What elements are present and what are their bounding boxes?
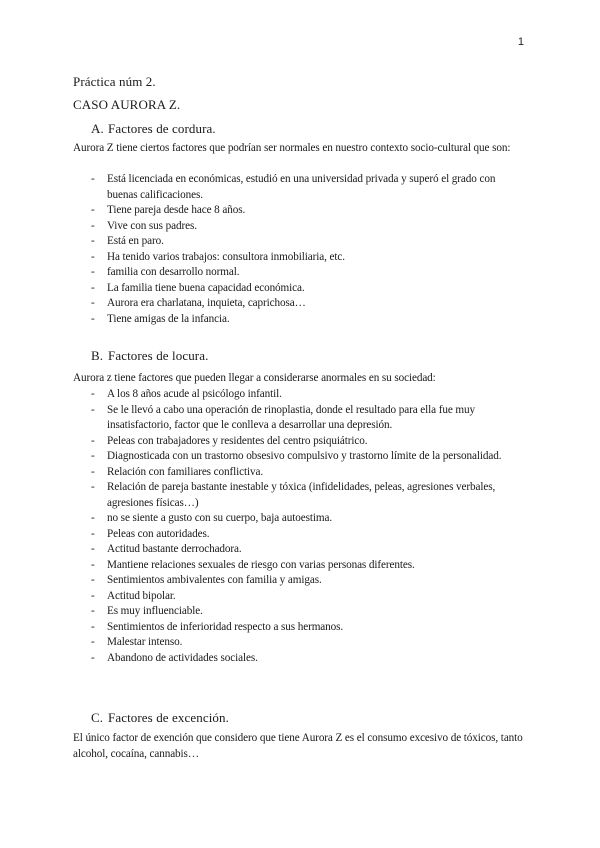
section-c-letter: C. (91, 710, 104, 725)
list-item-text: Diagnosticada con un trastorno obsesivo compulsivo y trastorno límite de la personalidad. (107, 450, 502, 462)
list-dash: - (91, 574, 95, 586)
page-number: 1 (517, 36, 524, 48)
list-dash: - (91, 636, 95, 648)
list-item-text: Se le llevó a cabo una operación de rinoplastia, donde el resultado para ella fue muy insatisfactorio, factor que le conlleva a desarrollar una depresión. (107, 403, 476, 431)
section-b-title: Factores de locura. (108, 348, 209, 363)
list-item-text: Peleas con trabajadores y residentes del centro psiquiátrico. (107, 434, 368, 447)
list-item (73, 281, 525, 297)
list-item-text: familia con desarrollo normal. (107, 266, 240, 278)
list-item (73, 296, 525, 312)
list-item-text: Sentimientos ambivalentes con familia y amigas. (107, 574, 322, 586)
list-item (73, 203, 525, 219)
list-item (73, 449, 525, 465)
list-item (73, 480, 525, 511)
section-c-title: Factores de excención. (108, 710, 229, 725)
list-item (73, 434, 525, 450)
list-dash: - (91, 403, 95, 416)
list-dash: - (91, 434, 95, 447)
list-item-text: Vive con sus padres. (107, 219, 197, 232)
list-item-text: A los 8 años acude al psicólogo infantil. (107, 388, 282, 400)
list-dash: - (91, 388, 95, 400)
list-item-text: Es muy influenciable. (107, 605, 203, 617)
list-dash: - (91, 589, 95, 602)
list-dash: - (91, 235, 95, 247)
list-item (73, 651, 525, 667)
section-b-letter: B. (91, 348, 104, 363)
list-item-text: Actitud bastante derrochadora. (107, 543, 242, 555)
list-dash: - (91, 465, 95, 478)
list-item-text: Relación con familiares conflictiva. (107, 465, 264, 478)
list-item (73, 511, 525, 527)
list-dash: - (91, 250, 95, 263)
list-item-text: Ha tenido varios trabajos: consultora inmobiliaria, etc. (107, 250, 345, 263)
section-b-list (73, 387, 525, 666)
list-dash: - (91, 173, 95, 185)
list-item-text: Actitud bipolar. (107, 589, 176, 602)
list-item (73, 635, 525, 651)
list-item-text: Está en paro. (107, 235, 164, 247)
list-dash: - (91, 312, 95, 325)
list-item-text: Relación de pareja bastante inestable y tóxica (infidelidades, peleas, agresiones verbales, agresiones físicas…) (107, 481, 496, 509)
list-item (73, 250, 525, 266)
list-dash: - (91, 620, 95, 633)
list-item-text: Abandono de actividades sociales. (107, 651, 258, 664)
list-item-text: La familia tiene buena capacidad económica. (107, 281, 305, 294)
list-item (73, 387, 525, 403)
list-dash: - (91, 558, 95, 571)
list-item-text: no se siente a gusto con su cuerpo, baja autoestima. (107, 512, 333, 524)
list-item-text: Está licenciada en económicas, estudió en una universidad privada y superó el grado con buenas calificaciones. (107, 173, 496, 201)
list-item (73, 589, 525, 605)
list-dash: - (91, 204, 95, 216)
list-dash: - (91, 297, 95, 309)
list-item (73, 573, 525, 589)
list-item (73, 465, 525, 481)
list-item (73, 172, 525, 203)
list-dash: - (91, 266, 95, 278)
list-item (73, 620, 525, 636)
list-item-text: Malestar intenso. (107, 636, 183, 648)
list-dash: - (91, 450, 95, 462)
list-item (73, 265, 525, 281)
section-b-heading (91, 348, 208, 364)
list-dash: - (91, 605, 95, 617)
list-item-text: Mantiene relaciones sexuales de riesgo con varias personas diferentes. (107, 558, 415, 571)
list-item (73, 234, 525, 250)
list-item (73, 542, 525, 558)
list-dash: - (91, 527, 95, 540)
list-item (73, 604, 525, 620)
list-dash: - (91, 281, 95, 294)
list-item (73, 527, 525, 543)
section-b-intro: Aurora z tiene factores que pueden llegar a considerarse anormales en su sociedad: (73, 372, 436, 384)
list-item-text: Aurora era charlatana, inquieta, caprichosa… (107, 297, 306, 309)
list-item-text: Tiene pareja desde hace 8 años. (107, 204, 246, 216)
list-item-text: Peleas con autoridades. (107, 527, 210, 540)
section-c-intro: El único factor de exención que considero que tiene Aurora Z es el consumo excesivo de tóxicos, tanto alcohol, cocaína, cannabis… (73, 732, 523, 760)
section-a-intro: Aurora Z tiene ciertos factores que podrían ser normales en nuestro contexto socio-cultural que son: (73, 142, 511, 154)
section-a-letter: A. (91, 121, 104, 136)
list-dash: - (91, 219, 95, 232)
section-a-heading (91, 121, 216, 137)
list-item (73, 558, 525, 574)
list-dash: - (91, 543, 95, 555)
list-item (73, 403, 525, 434)
list-dash: - (91, 481, 95, 493)
practice-title: Práctica núm 2. (73, 74, 156, 89)
section-a-title: Factores de cordura. (108, 121, 216, 136)
section-c-heading (91, 710, 229, 726)
list-item (73, 312, 525, 328)
list-dash: - (91, 651, 95, 664)
list-dash: - (91, 512, 95, 524)
list-item-text: Tiene amigas de la infancia. (107, 312, 230, 325)
case-title: CASO AURORA Z. (73, 97, 181, 112)
section-a-list (73, 172, 525, 327)
list-item-text: Sentimientos de inferioridad respecto a sus hermanos. (107, 620, 344, 633)
list-item (73, 219, 525, 235)
